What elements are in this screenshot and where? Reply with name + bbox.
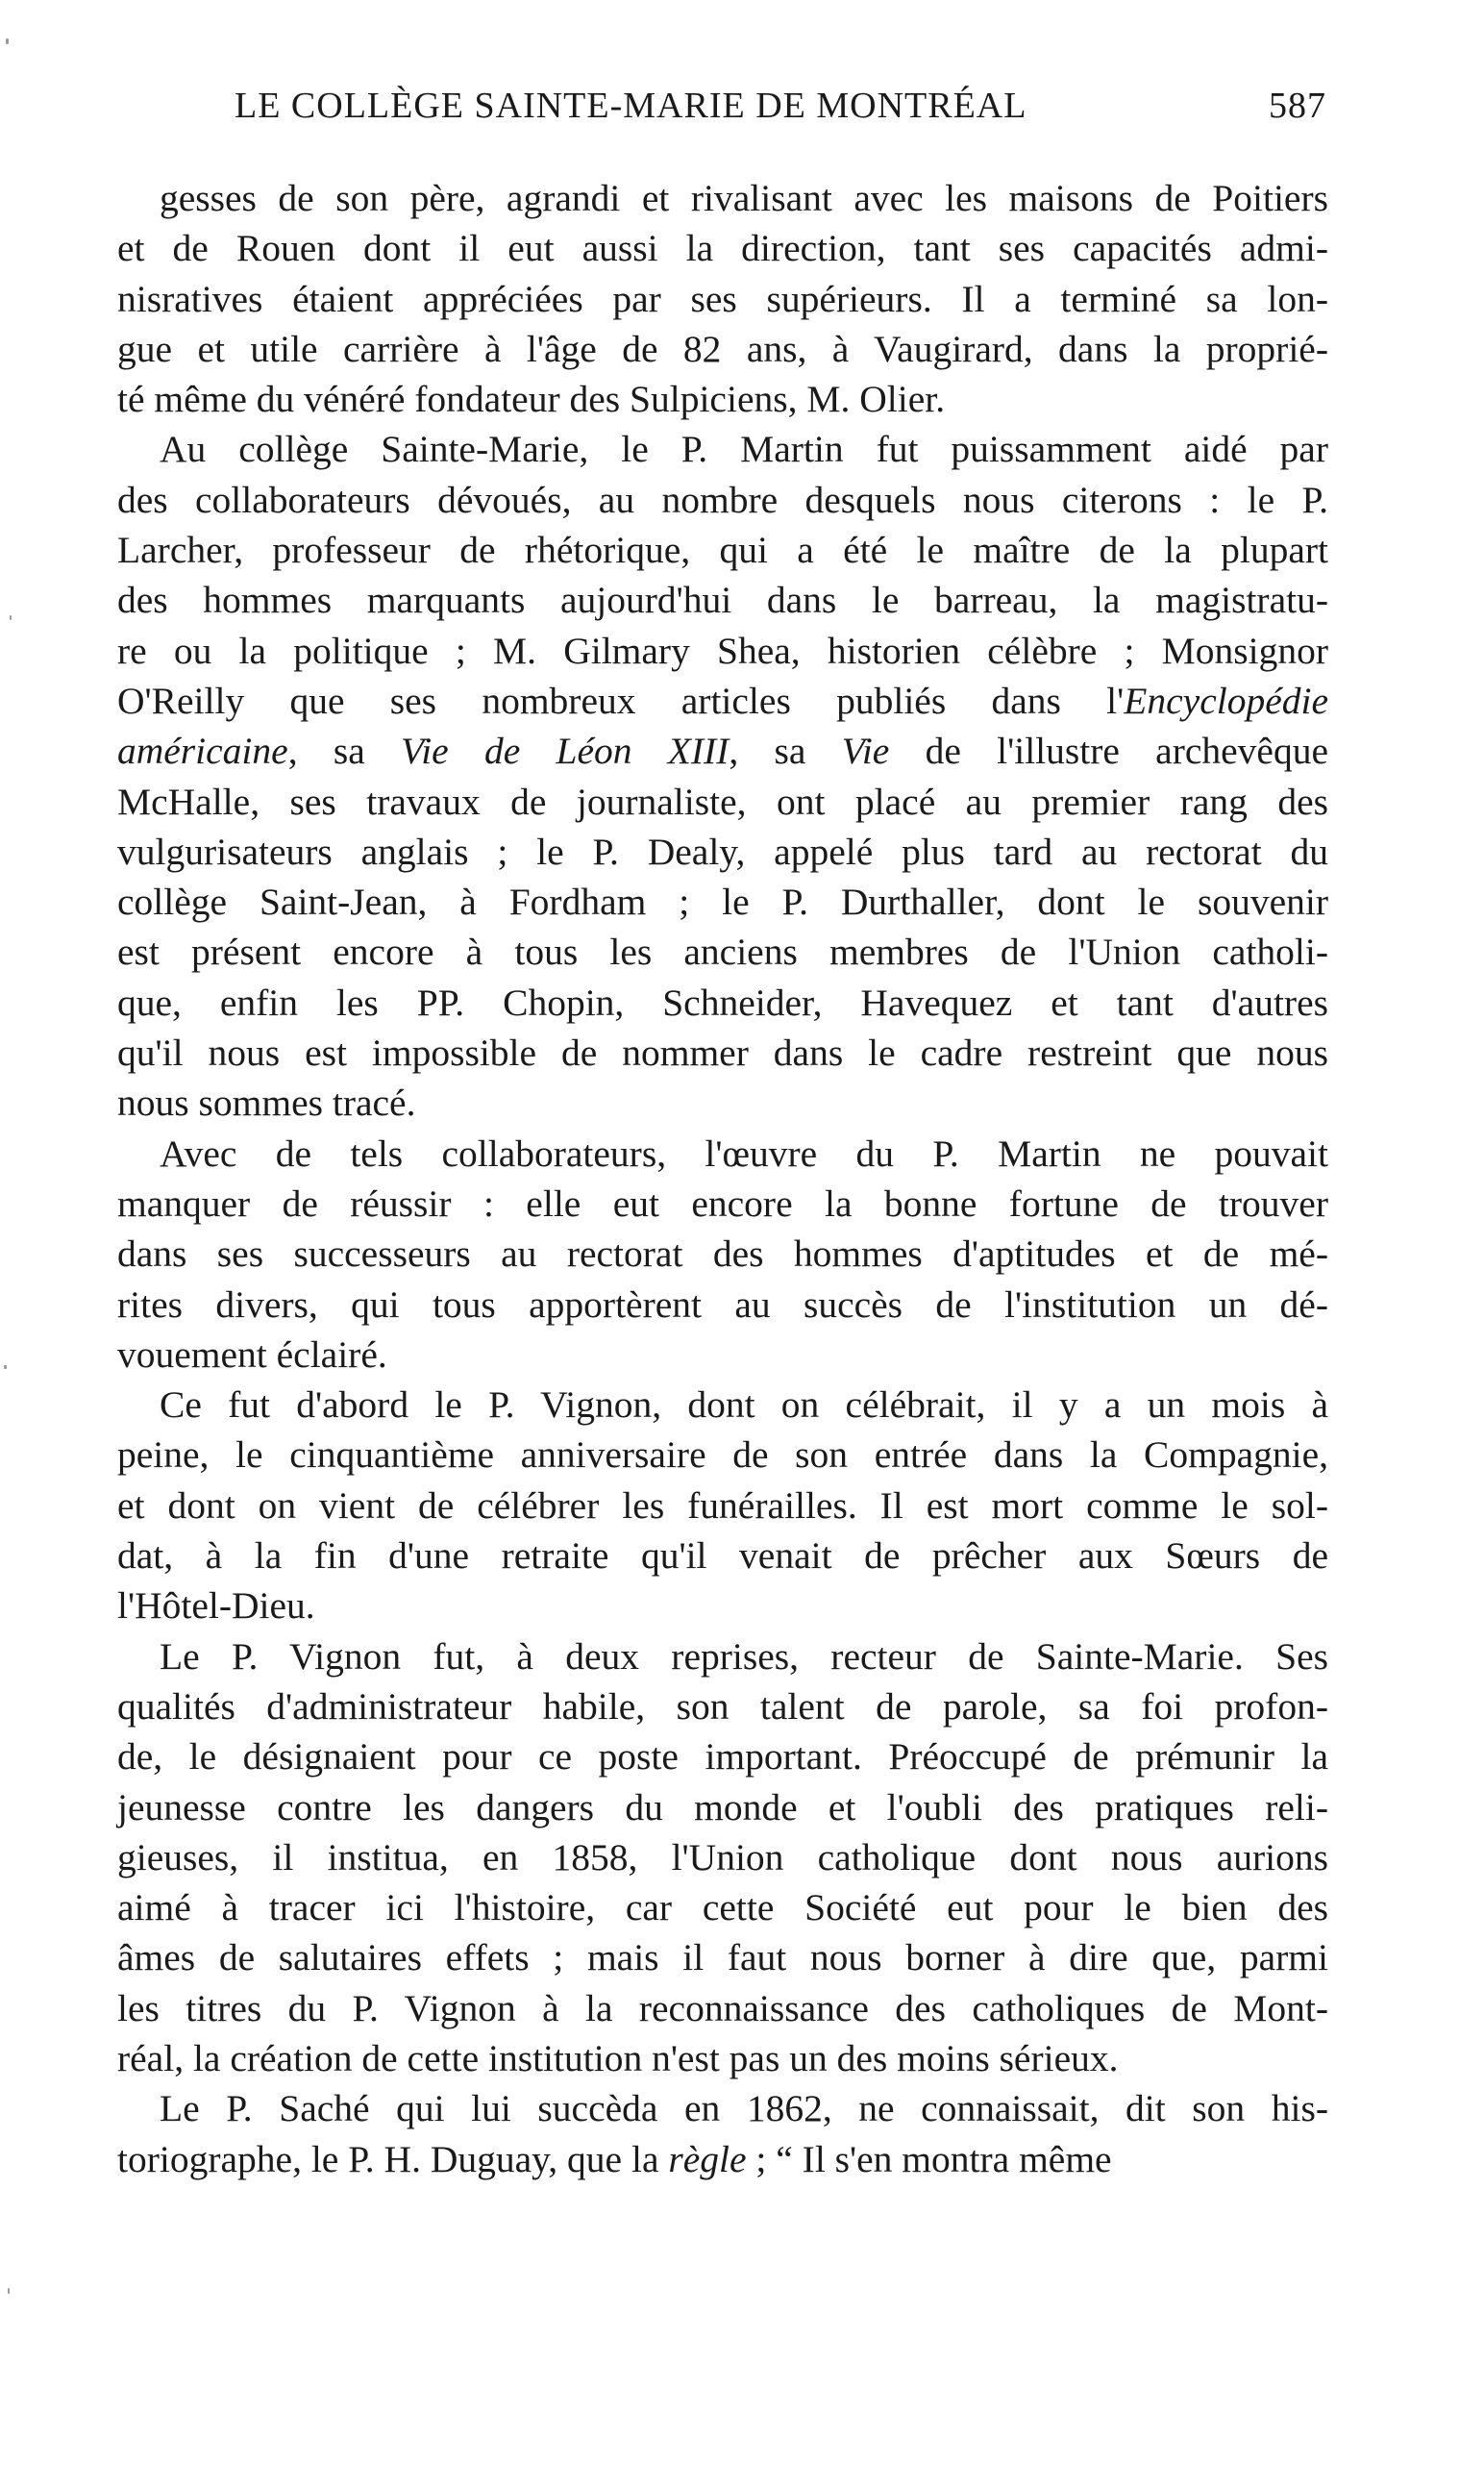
text-line: aimé à tracer ici l'histoire, car cette Société eut pour le bien des xyxy=(117,1886,1328,1929)
scan-speck xyxy=(10,615,12,620)
text-line: toriographe, le P. H. Duguay, que la règle ; “ Il s'en montra même xyxy=(117,2137,1112,2180)
text-line: gesses de son père, agrandi et rivalisant avec les maisons de Poitiers xyxy=(160,177,1328,219)
text-line: qualités d'administrateur habile, son talent de parole, sa foi profon- xyxy=(117,1684,1328,1728)
running-head xyxy=(221,85,1326,138)
text-line: rites divers, qui tous apportèrent au succès de l'institution un dé- xyxy=(117,1282,1328,1326)
text-line: dat, à la fin d'une retraite qu'il venait de prêcher aux Sœurs de xyxy=(117,1534,1328,1578)
text-line: et de Rouen dont il eut aussi la direction, tant ses capacités admi- xyxy=(117,227,1328,270)
text-line: nisratives étaient appréciées par ses supérieurs. Il a terminé sa lon- xyxy=(117,277,1328,320)
text-line: O'Reilly que ses nombreux articles publiés dans l'Encyclopédie xyxy=(117,679,1328,722)
text-line: des collaborateurs dévoués, au nombre desquels nous citerons : le P. xyxy=(117,478,1328,521)
scan-speck xyxy=(4,1365,7,1369)
page-number: 587 xyxy=(1269,86,1326,126)
text-line: McHalle, ses travaux de journaliste, ont placé au premier rang des xyxy=(117,780,1328,823)
text-line: vulgurisateurs anglais ; le P. Dealy, appelé plus tard au rectorat du xyxy=(117,830,1328,873)
running-title: LE COLLÈGE SAINTE-MARIE DE MONTRÉAL xyxy=(235,86,1027,126)
text-line: Ce fut d'abord le P. Vignon, dont on célébrait, il y a un mois à xyxy=(160,1383,1328,1427)
text-line: que, enfin les PP. Chopin, Schneider, Havequez et tant d'autres xyxy=(117,981,1328,1024)
scan-speck xyxy=(8,2288,10,2294)
text-line: américaine, sa Vie de Léon XIII, sa Vie de l'illustre archevêque xyxy=(117,730,1328,773)
text-line: Larcher, professeur de rhétorique, qui a été le maître de la plupart xyxy=(117,529,1328,572)
text-line: té même du vénéré fondateur des Sulpiciens, M. Olier. xyxy=(117,378,946,421)
text-line: dans ses successeurs au rectorat des hommes d'aptitudes et de mé- xyxy=(117,1232,1328,1276)
body-text xyxy=(117,173,1328,2184)
text-line: manquer de réussir : elle eut encore la bonne fortune de trouver xyxy=(117,1182,1328,1225)
text-line: re ou la politique ; M. Gilmary Shea, historien célèbre ; Monsignor xyxy=(117,629,1328,672)
text-line: Le P. Vignon fut, à deux reprises, recteur de Sainte-Marie. Ses xyxy=(160,1634,1328,1678)
text-line: gue et utile carrière à l'âge de 82 ans, à Vaugirard, dans la proprié- xyxy=(117,327,1328,370)
text-line: nous sommes tracé. xyxy=(117,1082,416,1125)
text-line: peine, le cinquantième anniversaire de son entrée dans la Compagnie, xyxy=(117,1433,1328,1477)
text-line: Avec de tels collaborateurs, l'œuvre du P. Martin ne pouvait xyxy=(160,1132,1328,1175)
scan-speck xyxy=(6,38,9,44)
text-line: réal, la création de cette institution n'est pas un des moins sérieux. xyxy=(117,2036,1119,2079)
text-line: de, le désignaient pour ce poste important. Préoccupé de prémunir la xyxy=(117,1735,1328,1779)
text-line: l'Hôtel-Dieu. xyxy=(117,1584,315,1628)
text-line: collège Saint-Jean, à Fordham ; le P. Durthaller, dont le souvenir xyxy=(117,881,1328,924)
text-line: des hommes marquants aujourd'hui dans le barreau, la magistratu- xyxy=(117,579,1328,622)
text-line: et dont on vient de célébrer les funérailles. Il est mort comme le sol- xyxy=(117,1483,1328,1527)
text-line: qu'il nous est impossible de nommer dans le cadre restreint que nous xyxy=(117,1032,1328,1075)
text-line: vouement éclairé. xyxy=(117,1332,387,1376)
text-line: âmes de salutaires effets ; mais il faut nous borner à dire que, parmi xyxy=(117,1936,1328,1979)
text-line: gieuses, il institua, en 1858, l'Union catholique dont nous aurions xyxy=(117,1835,1328,1878)
text-line: jeunesse contre les dangers du monde et l'oubli des pratiques reli- xyxy=(117,1785,1328,1829)
text-line: les titres du P. Vignon à la reconnaissance des catholiques de Mont- xyxy=(117,1986,1328,2029)
text-line: est présent encore à tous les anciens membres de l'Union catholi- xyxy=(117,931,1328,974)
text-line: Au collège Sainte-Marie, le P. Martin fut puissamment aidé par xyxy=(160,428,1328,471)
text-line: Le P. Saché qui lui succèda en 1862, ne connaissait, dit son his- xyxy=(160,2087,1328,2130)
